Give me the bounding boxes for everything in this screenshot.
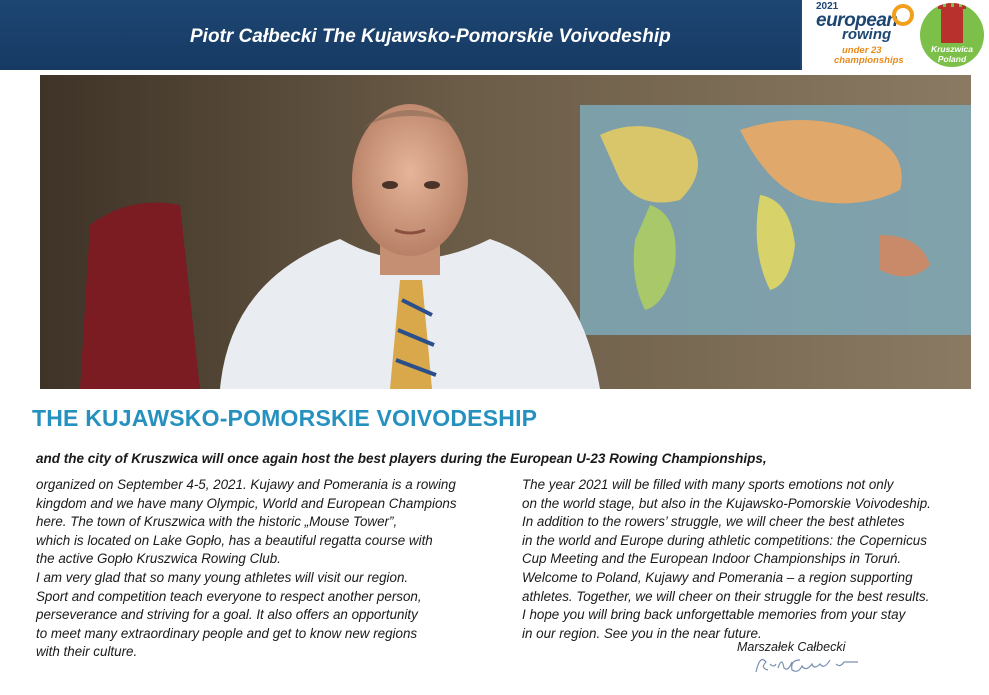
mouse-tower-icon (941, 7, 963, 43)
signature-name: Marszałek Całbecki (737, 640, 846, 654)
paragraph-line: The year 2021 will be filled with many sports emotions not only (522, 477, 894, 492)
paragraph-line: here. The town of Kruszwica with the historic „Mouse Tower”, (36, 514, 398, 530)
left-column (36, 476, 457, 662)
badge-country: Poland (937, 54, 967, 64)
intro-line: and the city of Kruszwica will once again host the best players during the European U-23 Rowing Championships, (36, 451, 767, 466)
paragraph-line: to meet many extraordinary people and get to know new regions (36, 625, 418, 641)
paragraph-line: which is located on Lake Gopło, has a beautiful regatta course with (36, 532, 433, 548)
header-bar (0, 0, 800, 70)
logo-championships: championships (834, 55, 904, 66)
logo-year: 2021 (816, 1, 839, 12)
paragraph-line: kingdom and we have many Olympic, World and European Champions (36, 495, 457, 511)
paragraph-line: athletes. Together, we will cheer on their struggle for the best results. (522, 588, 930, 604)
badge-city: Kruszwica (930, 44, 974, 54)
header-title: Piotr Całbecki The Kujawsko-Pomorskie Voivodeship (190, 26, 671, 47)
logo-under23: under 23 (842, 45, 882, 56)
paragraph-line: organized on September 4-5, 2021. Kujawy and Pomerania is a rowing (36, 477, 456, 492)
handwritten-signature (752, 650, 862, 678)
paragraph-line: with their culture. (36, 644, 138, 660)
paragraph-line: the active Gopło Kruszwica Rowing Club. (36, 551, 281, 567)
section-heading: THE KUJAWSKO-POMORSKIE VOIVODESHIP (32, 405, 538, 431)
paragraph-line: in our region. See you in the near future. (522, 625, 762, 641)
paragraph-line: perseverance and striving for a goal. It also offers an opportunity (36, 607, 418, 623)
paragraph-line: Sport and competition teach everyone to respect another person, (36, 588, 422, 604)
paragraph-line: on the world stage, but also in the Kujawsko-Pomorskie Voivodeship. (522, 495, 931, 511)
logo-ring-icon (892, 4, 914, 26)
logo-word-european: european (816, 10, 898, 31)
paragraph-line: Cup Meeting and the European Indoor Championships in Toruń. (522, 551, 902, 567)
paragraph-line: In addition to the rowers’ struggle, we will cheer the best athletes (522, 514, 905, 530)
right-column (522, 476, 931, 643)
paragraph-line: I hope you will bring back unforgettable memories from your stay (522, 607, 906, 623)
logo-word-rowing: rowing (842, 26, 892, 43)
portrait-photo (40, 75, 971, 389)
championship-logo (800, 0, 989, 70)
portrait-illustration (40, 75, 971, 389)
paragraph-line: Welcome to Poland, Kujawy and Pomerania – a region supporting (522, 569, 913, 585)
paragraph-line: I am very glad that so many young athletes will visit our region. (36, 569, 409, 585)
paragraph-line: in the world and Europe during athletic competitions: the Copernicus (522, 532, 927, 548)
kruszwica-badge (920, 3, 984, 67)
